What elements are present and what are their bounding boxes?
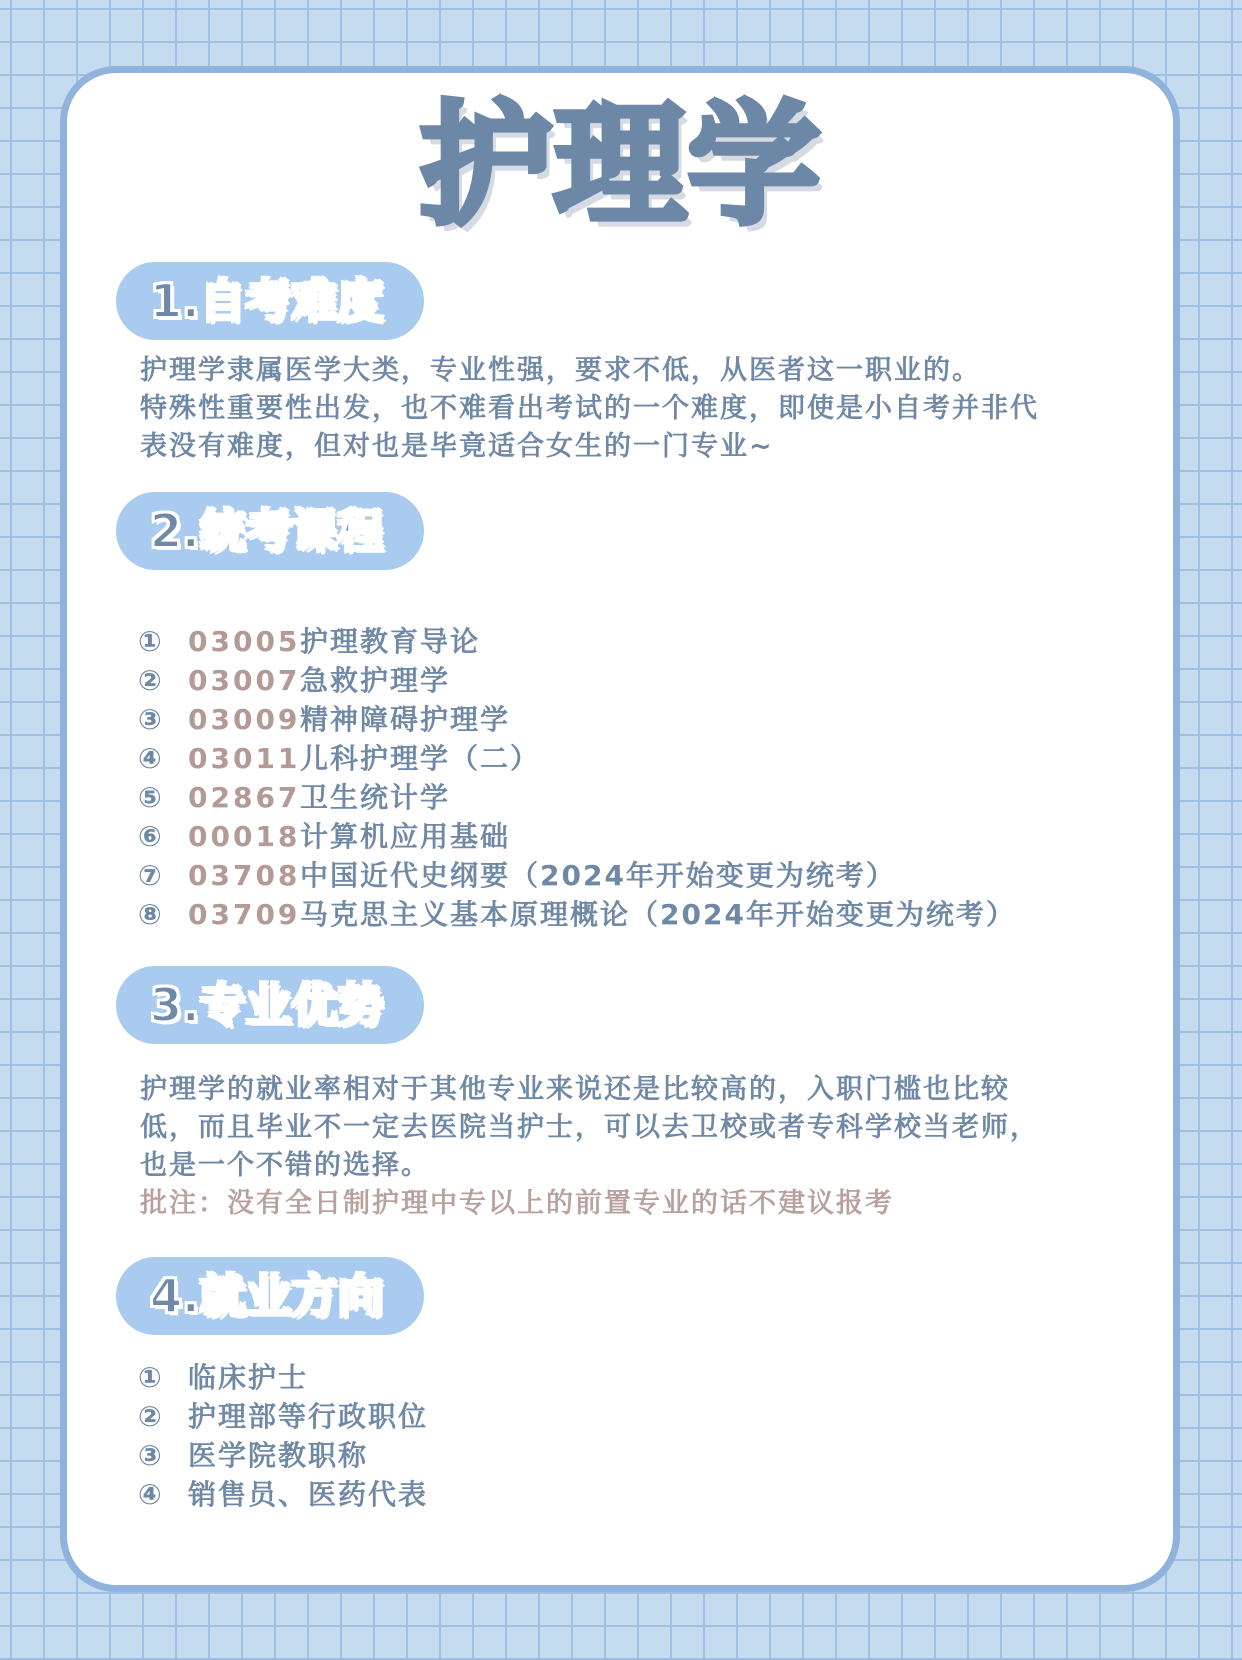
section-3-heading: 3.专业优势 <box>150 978 384 1032</box>
paragraph-line: 特殊性重要性出发，也不难看出考试的一个难度，即使是小自考并非代 <box>140 393 1039 424</box>
page-title: 护理学 <box>420 89 822 243</box>
career-item <box>138 1475 1118 1514</box>
career-number: ③ <box>138 1439 162 1472</box>
career-name: 医学院教职称 <box>188 1439 369 1472</box>
course-code: 03708 <box>188 859 301 892</box>
career-list <box>138 1358 1118 1514</box>
course-name: 精神障碍护理学 <box>300 703 511 736</box>
course-item <box>138 895 1118 934</box>
course-number: ③ <box>138 703 162 736</box>
course-name: 急救护理学 <box>300 664 451 697</box>
career-item <box>138 1436 1118 1475</box>
career-number: ④ <box>138 1478 162 1511</box>
course-code: 00018 <box>188 820 301 853</box>
course-item <box>138 622 1118 661</box>
career-item <box>138 1397 1118 1436</box>
course-code: 02867 <box>188 781 301 814</box>
course-code: 03005 <box>188 625 301 658</box>
course-code: 03709 <box>188 898 301 931</box>
course-number: ① <box>138 625 162 658</box>
paragraph-line: 护理学隶属医学大类，专业性强，要求不低，从医者这一职业的。 <box>140 355 981 386</box>
paragraph-line: 也是一个不错的选择。 <box>140 1150 430 1181</box>
career-number: ① <box>138 1361 162 1394</box>
career-item <box>138 1358 1118 1397</box>
course-item <box>138 817 1118 856</box>
career-number: ② <box>138 1400 162 1433</box>
career-name: 临床护士 <box>188 1361 309 1394</box>
course-number: ② <box>138 664 162 697</box>
paragraph-line: 低，而且毕业不一定去医院当护士，可以去卫校或者专科学校当老师， <box>140 1112 1039 1143</box>
course-name: 卫生统计学 <box>300 781 451 814</box>
section-1-heading: 1.自考难度 <box>150 274 384 328</box>
section-2-heading: 2.统考课程 <box>150 504 384 558</box>
course-item <box>138 778 1118 817</box>
course-item <box>138 700 1118 739</box>
course-code: 03007 <box>188 664 301 697</box>
course-number: ⑧ <box>138 898 162 931</box>
paragraph-line: 表没有难度，但对也是毕竟适合女生的一门专业~ <box>140 431 774 462</box>
course-name: 马克思主义基本原理概论（2024年开始变更为统考） <box>300 898 1016 931</box>
course-number: ⑤ <box>138 781 162 814</box>
career-name: 销售员、医药代表 <box>188 1478 429 1511</box>
course-number: ④ <box>138 742 162 775</box>
course-number: ⑥ <box>138 820 162 853</box>
annotation-note: 批注：没有全日制护理中专以上的前置专业的话不建议报考 <box>140 1188 894 1219</box>
course-code: 03011 <box>188 742 301 775</box>
course-code: 03009 <box>188 703 301 736</box>
course-item <box>138 661 1118 700</box>
section-1-paragraph <box>140 352 1130 466</box>
course-number: ⑦ <box>138 859 162 892</box>
course-item <box>138 739 1118 778</box>
section-4-heading: 4.就业方向 <box>150 1269 384 1323</box>
course-name: 护理教育导论 <box>300 625 481 658</box>
section-3-paragraph <box>140 1071 1130 1223</box>
course-list <box>138 622 1118 934</box>
career-name: 护理部等行政职位 <box>188 1400 429 1433</box>
course-name: 中国近代史纲要（2024年开始变更为统考） <box>300 859 896 892</box>
course-name: 儿科护理学（二） <box>300 742 541 775</box>
course-name: 计算机应用基础 <box>300 820 511 853</box>
course-item <box>138 856 1118 895</box>
paragraph-line: 护理学的就业率相对于其他专业来说还是比较高的，入职门槛也比较 <box>140 1074 1010 1105</box>
